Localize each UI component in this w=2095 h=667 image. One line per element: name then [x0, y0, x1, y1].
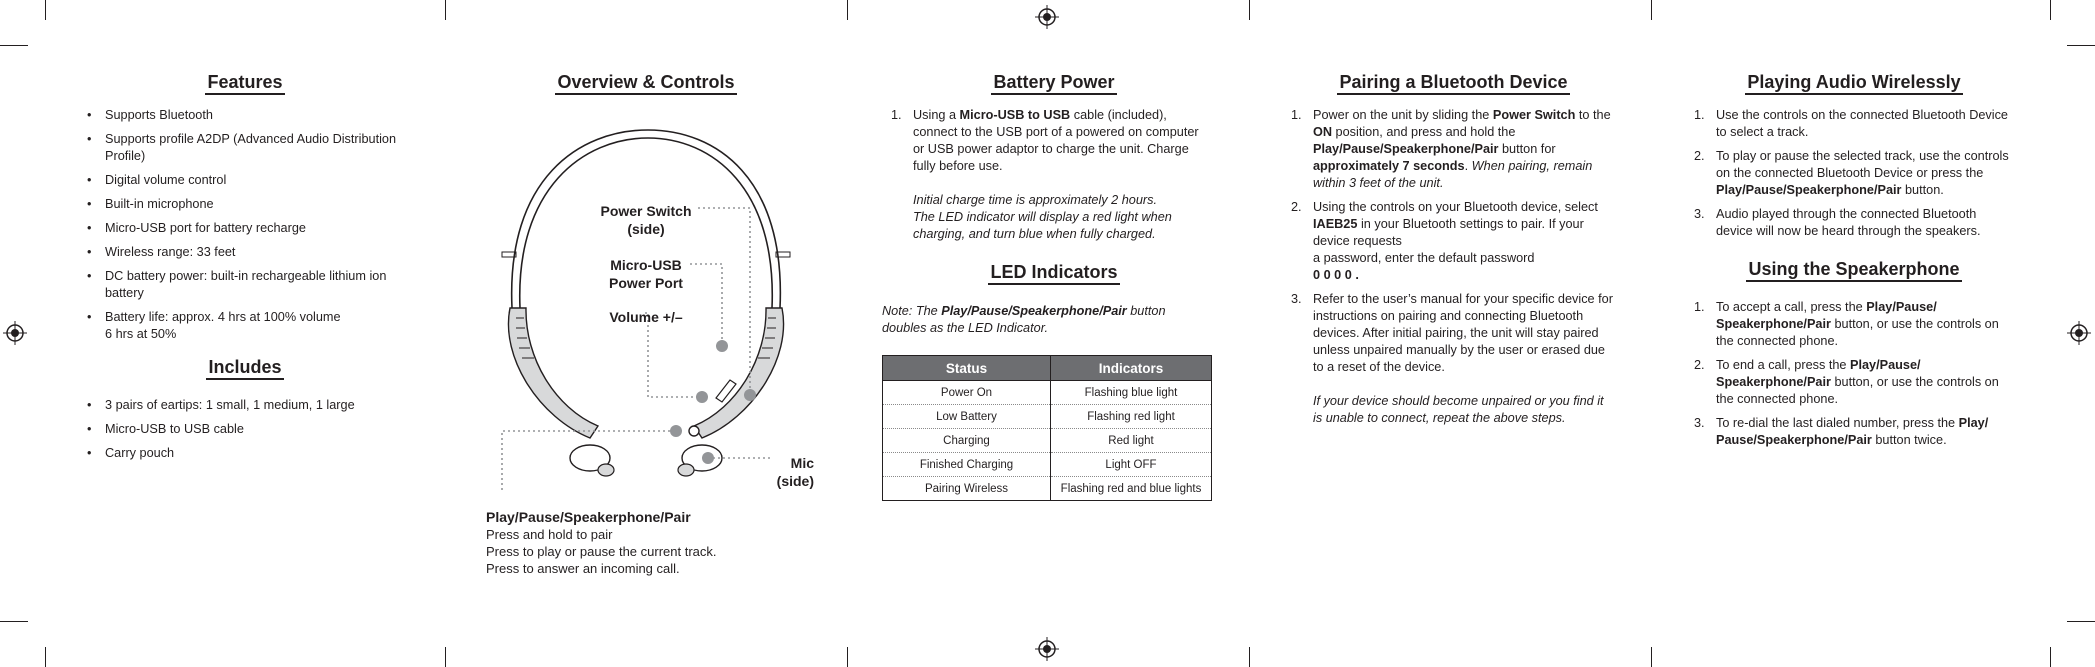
registration-mark-icon: [1035, 5, 1059, 29]
headset-illustration: [480, 118, 810, 493]
features-list: [85, 107, 405, 343]
registration-mark-icon: [1035, 637, 1059, 661]
crop-mark: [1249, 647, 1250, 667]
overview-heading: Overview & Controls: [486, 70, 806, 94]
pairing-panel: [1291, 70, 1616, 434]
list-item: 1. Use the controls on the connected Bluetooth Device to select a track.: [1694, 108, 2008, 139]
list-item: • Digital volume control: [85, 172, 405, 189]
overview-panel: [486, 70, 806, 94]
list-item: 3. Refer to the user’s manual for your specific device for instructions on pairing and connecting Bluetooth devices. After initial pairing, the unit will stay paired unless unpaired manually by the user or erased due to a reset of the device. If your device should become unpaired or you find it is unable to connect, repeat the above steps.: [1291, 291, 1616, 427]
crop-mark: [1249, 0, 1250, 20]
table-row: Finished Charging Light OFF: [883, 453, 1212, 477]
battery-note: Initial charge time is approximately 2 hours. The LED indicator will display a red light when charging, and turn blue when fully charged.: [913, 193, 1172, 241]
crop-mark: [45, 647, 46, 667]
crop-mark: [2050, 0, 2051, 20]
table-row: Charging Red light: [883, 429, 1212, 453]
crop-mark: [0, 621, 28, 622]
crop-mark: [1651, 647, 1652, 667]
play-button-title: Play/Pause/Speakerphone/Pair: [486, 509, 691, 525]
features-panel: [85, 70, 405, 469]
led-note: Note: The Play/Pause/Speakerphone/Pair button doubles as the LED Indicator.: [882, 304, 1166, 335]
list-item: • Micro-USB port for battery recharge: [85, 220, 405, 237]
speakerphone-heading: Using the Speakerphone: [1694, 257, 2014, 281]
list-item: 1. Using a Micro-USB to USB cable (included), connect to the USB port of a powered on computer or USB power adaptor to charge the unit. Charge fully before use. Initial charge time is approximately 2 hours. The LED indicator will display a red light when charging, and turn blue when fully charged.: [891, 107, 1212, 243]
playing-heading: Playing Audio Wirelessly: [1694, 70, 2014, 94]
table-header-row: [883, 356, 1212, 381]
list-item: • Supports profile A2DP (Advanced Audio Distribution Profile): [85, 131, 405, 165]
crop-mark: [1651, 0, 1652, 20]
features-heading: Features: [85, 70, 405, 94]
play-line: Press and hold to pair: [486, 527, 613, 542]
micro-usb-label: Micro-USB Power Port: [609, 257, 683, 291]
power-switch-label: Power Switch (side): [600, 203, 692, 237]
crop-mark: [847, 647, 848, 667]
battery-panel: [882, 70, 1212, 501]
table-row: Low Battery Flashing red light: [883, 405, 1212, 429]
play-line: Press to answer an incoming call.: [486, 561, 680, 576]
list-item: 2. To end a call, press the Play/Pause/ Speakerphone/Pair button, or use the controls on the connected phone.: [1694, 358, 1999, 406]
playing-steps: [1694, 107, 2014, 240]
battery-steps: [882, 107, 1212, 243]
crop-mark: [2067, 621, 2095, 622]
crop-mark: [45, 0, 46, 20]
crop-mark: [445, 0, 446, 20]
speakerphone-steps: [1694, 299, 2014, 449]
pairing-heading: Pairing a Bluetooth Device: [1291, 70, 1616, 94]
crop-mark: [847, 0, 848, 20]
table-row: Power On Flashing blue light: [883, 381, 1212, 405]
list-item: 3. Audio played through the connected Bluetooth device will now be heard through the speakers.: [1694, 207, 1981, 238]
pairing-steps: [1291, 107, 1616, 427]
status-column-header: Status: [883, 356, 1051, 381]
registration-mark-icon: [3, 321, 27, 345]
led-heading: LED Indicators: [882, 260, 1212, 284]
includes-list: [85, 397, 405, 462]
list-item: 1. Power on the unit by sliding the Power Switch to the ON position, and press and hold the Play/Pause/Speakerphone/Pair button for approximately 7 seconds. When pairing, remain within 3 feet of the unit.: [1291, 108, 1611, 190]
table-row: Pairing Wireless Flashing red and blue lights: [883, 477, 1212, 501]
list-item: 1. To accept a call, press the Play/Pause/ Speakerphone/Pair button, or use the controls on the connected phone.: [1694, 300, 1999, 348]
list-item: 3. To re-dial the last dialed number, press the Play/ Pause/Speakerphone/Pair button twice.: [1694, 416, 1989, 447]
mic-label: Mic (side): [776, 455, 814, 489]
pairing-note: If your device should become unpaired or you find it is unable to connect, repeat the above steps.: [1313, 394, 1604, 425]
list-item: • Wireless range: 33 feet: [85, 244, 405, 261]
list-item: • Supports Bluetooth: [85, 107, 405, 124]
list-item: • Carry pouch: [85, 445, 405, 462]
crop-mark: [2067, 45, 2095, 46]
crop-mark: [2050, 647, 2051, 667]
list-item: • 3 pairs of eartips: 1 small, 1 medium, 1 large: [85, 397, 405, 414]
playing-panel: [1694, 70, 2014, 456]
volume-label: Volume +/–: [609, 309, 683, 325]
play-line: Press to play or pause the current track.: [486, 544, 717, 559]
list-item: • DC battery power: built-in rechargeable lithium ion battery: [85, 268, 405, 302]
crop-mark: [0, 45, 28, 46]
list-item: 2. To play or pause the selected track, use the controls on the connected Bluetooth Device or press the Play/Pause/Speakerphone/Pair button.: [1694, 149, 2009, 197]
led-table: [882, 355, 1212, 501]
list-item: • Battery life: approx. 4 hrs at 100% volume 6 hrs at 50%: [85, 309, 405, 343]
list-item: 2. Using the controls on your Bluetooth device, select IAEB25 in your Bluetooth settings to pair. If your device requests a password, enter the default password 0 0 0 0 .: [1291, 200, 1598, 282]
battery-heading: Battery Power: [882, 70, 1212, 94]
list-item: • Micro-USB to USB cable: [85, 421, 405, 438]
indicators-column-header: Indicators: [1051, 356, 1212, 381]
includes-heading: Includes: [85, 355, 405, 379]
play-button-callout: [486, 509, 717, 577]
registration-mark-icon: [2067, 321, 2091, 345]
crop-mark: [445, 647, 446, 667]
list-item: • Built-in microphone: [85, 196, 405, 213]
